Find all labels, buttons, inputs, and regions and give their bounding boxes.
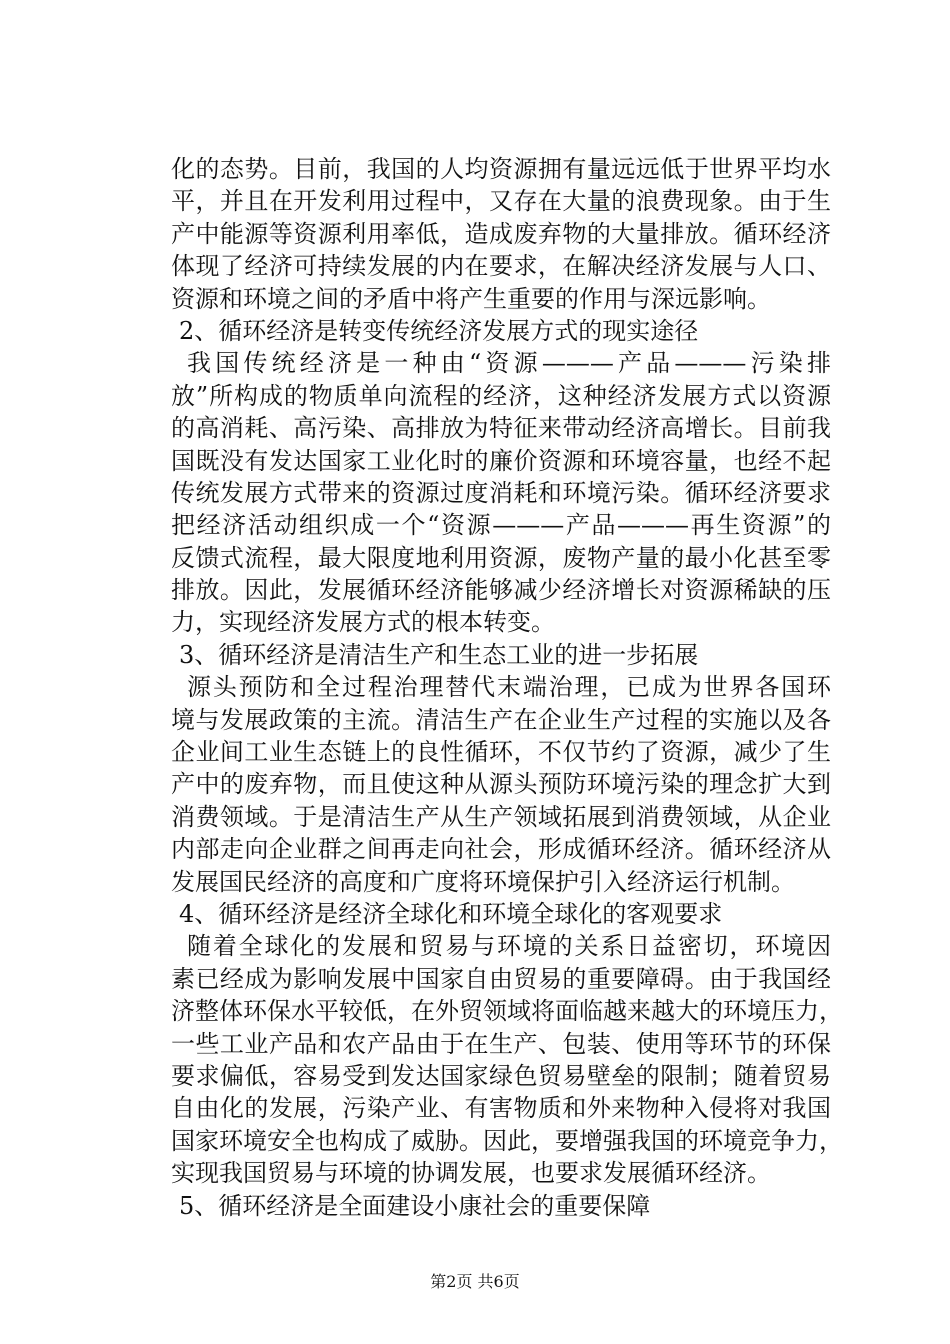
- text-line: 境与发展政策的主流。清洁生产在企业生产过程的实施以及各: [171, 705, 831, 734]
- text-line: 体现了经济可持续发展的内在要求，在解决经济发展与人口、: [171, 252, 831, 281]
- text-line: 把经济活动组织成一个“资源———产品———再生资源”的: [171, 511, 831, 540]
- text-line: 放”所构成的物质单向流程的经济，这种经济发展方式以资源: [171, 381, 831, 410]
- page-footer: 第2页 共6页: [430, 1272, 520, 1291]
- text-line: 资源和环境之间的矛盾中将产生重要的作用与深远影响。: [171, 284, 771, 313]
- text-line: 平，并且在开发利用过程中，又存在大量的浪费现象。由于生: [171, 187, 831, 216]
- text-line: 素已经成为影响发展中国家自由贸易的重要障碍。由于我国经: [171, 964, 831, 993]
- text-line: 发展国民经济的高度和广度将环境保护引入经济运行机制。: [171, 867, 795, 896]
- section-heading: 3、循环经济是清洁生产和生态工业的进一步拓展: [179, 640, 699, 669]
- text-line: 化的态势。目前，我国的人均资源拥有量远远低于世界平均水: [171, 155, 831, 183]
- document-body: [171, 153, 843, 1222]
- text-line: 济整体环保水平较低，在外贸领域将面临越来越大的环境压力，: [171, 997, 843, 1026]
- section-heading: 4、循环经济是经济全球化和环境全球化的客观要求: [179, 899, 723, 928]
- text-line: 排放。因此，发展循环经济能够减少经济增长对资源稀缺的压: [171, 576, 831, 605]
- text-line: 产中的废弃物，而且使这种从源头预防环境污染的理念扩大到: [171, 770, 831, 799]
- text-line: 的高消耗、高污染、高排放为特征来带动经济高增长。目前我: [171, 414, 831, 443]
- text-line: 要求偏低，容易受到发达国家绿色贸易壁垒的限制；随着贸易: [171, 1061, 831, 1090]
- text-line: 产中能源等资源利用率低，造成废弃物的大量排放。循环经济: [171, 219, 831, 248]
- text-line: 源头预防和全过程治理替代末端治理，已成为世界各国环: [187, 673, 831, 702]
- text-line: 自由化的发展，污染产业、有害物质和外来物种入侵将对我国: [171, 1094, 831, 1123]
- text-line: 实现我国贸易与环境的协调发展，也要求发展循环经济。: [171, 1159, 771, 1188]
- text-line: 企业间工业生态链上的良性循环，不仅节约了资源，减少了生: [171, 738, 831, 767]
- text-line: 随着全球化的发展和贸易与环境的关系日益密切，环境因: [187, 932, 831, 961]
- text-line: 我国传统经济是一种由“资源———产品———污染排: [187, 349, 831, 378]
- text-line: 力，实现经济发展方式的根本转变。: [171, 608, 555, 637]
- text-line: 消费领域。于是清洁生产从生产领域拓展到消费领域，从企业: [171, 802, 831, 831]
- section-heading: 2、循环经济是转变传统经济发展方式的现实途径: [179, 316, 699, 345]
- text-line: 一些工业产品和农产品由于在生产、包装、使用等环节的环保: [171, 1029, 831, 1058]
- text-line: 反馈式流程，最大限度地利用资源，废物产量的最小化甚至零: [171, 543, 831, 572]
- section-heading: 5、循环经济是全面建设小康社会的重要保障: [179, 1191, 651, 1220]
- text-line: 传统发展方式带来的资源过度消耗和环境污染。循环经济要求: [171, 478, 831, 507]
- text-line: 国家环境安全也构成了威胁。因此，要增强我国的环境竞争力，: [171, 1126, 843, 1155]
- text-line: 内部走向企业群之间再走向社会，形成循环经济。循环经济从: [171, 835, 831, 864]
- text-line: 国既没有发达国家工业化时的廉价资源和环境容量，也经不起: [171, 446, 831, 475]
